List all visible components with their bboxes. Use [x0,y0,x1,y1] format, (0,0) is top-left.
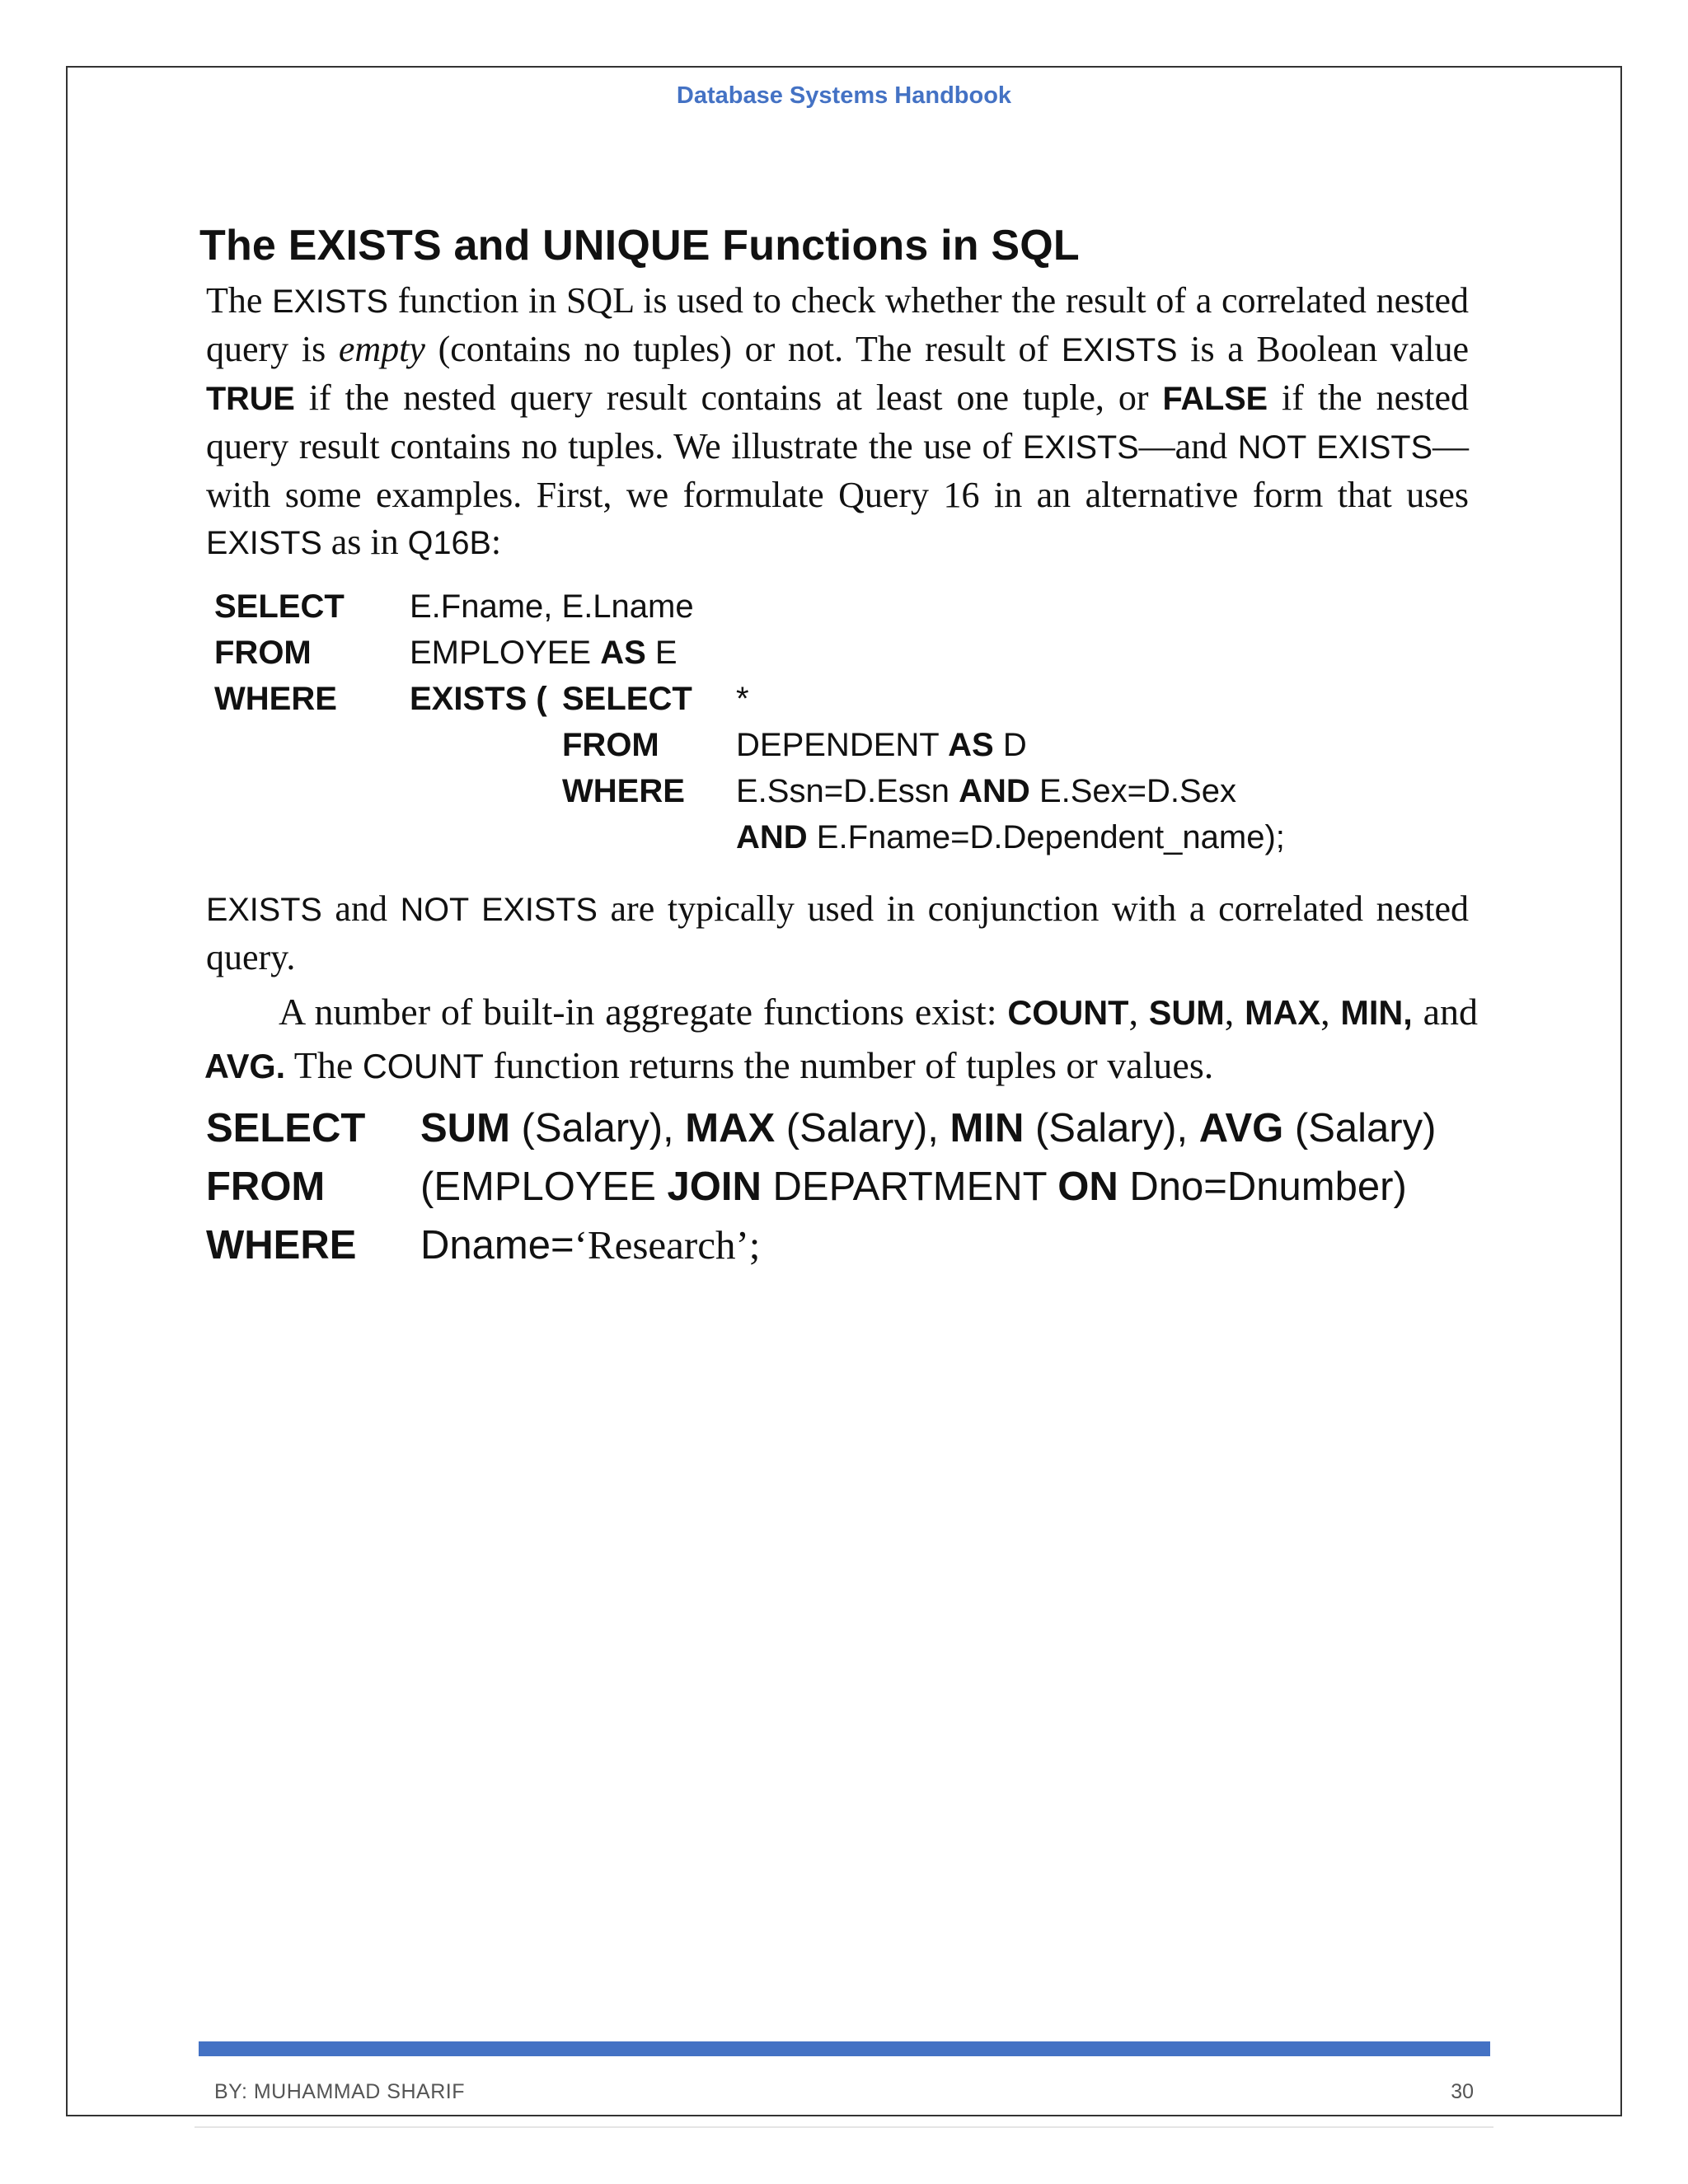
sql-keyword: WHERE [214,681,337,717]
footer-author: BY: MUHAMMAD SHARIF [214,2080,465,2103]
bottom-rule [195,2126,1493,2128]
sql-keyword: SELECT [214,588,345,625]
sql-keyword: FROM [214,635,312,671]
paragraph-exists-intro: The EXISTS function in SQL is used to check whether the result of a correlated nested query is empty (contains no tuples) or not. The result of EXISTS is a Boolean value TRUE if the nested query result contains at least one tuple, or FALSE if the nested query result contains no tuples. We illustrate the use of EXISTS—and NOT EXISTS—with some examples. First, we formulate Query 16 in an alternative form that uses EXISTS as in Q16B: [206,280,1470,562]
sql-keyword: SELECT [206,1106,366,1151]
sql-keyword: WHERE [206,1223,357,1268]
paragraph-aggregate-functions: A number of built-in aggregate functions exist: COUNT, SUM, MAX, MIN, and AVG. The COUNT function returns the number of tuples or values. [204,991,1479,1086]
page-number: 30 [1451,2080,1474,2103]
section-title: The EXISTS and UNIQUE Functions in SQL [199,222,1080,269]
sql-keyword: FROM [206,1165,326,1209]
footer-divider-bar [199,2041,1490,2056]
running-header: Database Systems Handbook [676,82,1012,109]
paragraph-exists-usage: EXISTS and NOT EXISTS are typically used in conjunction with a correlated nested query. [206,888,1470,977]
